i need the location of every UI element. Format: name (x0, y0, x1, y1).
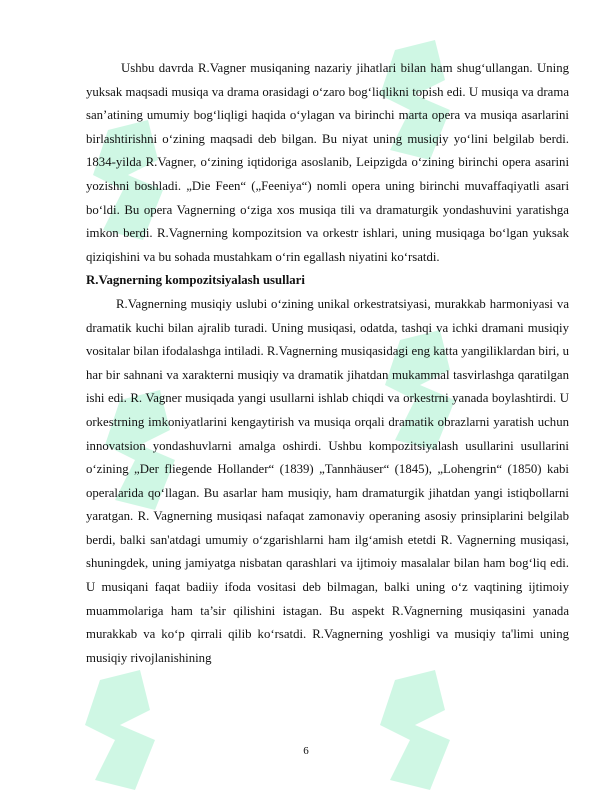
watermark-mark (375, 670, 465, 790)
section-heading: R.Vagnerning kompozitsiyalash usullari (86, 273, 305, 288)
watermark-mark (80, 670, 170, 790)
body-paragraph: R.Vagnerning musiqiy uslubi o‘zining unikal orkestratsiyasi, murakkab harmoniyasi va dramatik kuchi bilan ajralib turadi. Uning musiqasi, odatda, tashqi va ichki dramani musiqiy vositalar bilan ifodalashga intiladi. R.Vagnerning musiqasidagi eng katta yangiliklardan biri, u har bir sahnani va xarakterni musiqiy va dramatik jihatdan mukammal tasvirlashga qaratilgan ishi edi. R. Vagner musiqada yangi usullarni ishlab chiqdi va orkestrni yanada boylashtirdi. U orkestrning imkoniyatlarini kengaytirish va musiqa orqali dramatik obrazlarni yaratish uchun innovatsion yondashuvlarni amalga oshirdi. Ushbu kompozitsiyalash usullarini usullarini o‘zining „Der fliegende Hollander“ (1839) „Tannhäuser“ (1845), „Lohengrin“ (1850) kabi operalarida qo‘llagan. Bu asarlar ham musiqiy, ham dramaturgik jihatdan yangi istiqbollarni yaratgan. R. Vagnerning musiqasi nafaqat zamonaviy operaning asosiy prinsiplarini belgilab berdi, balki san'atdagi umumiy o‘zgarishlarni ham ilg‘amish etetdi R. Vagnerning musiqasi, shuningdek, uning jamiyatga nisbatan qarashlari va ijtimoiy masalalar bilan ham bog‘liq edi. U musiqani faqat badiiy ifoda vositasi deb bilmagan, balki uning o‘z vaqtining ijtimoiy muammolariga ham ta’sir qilishini istagan. Bu aspekt R.Vagnerning musiqasini yanada murakkab va ko‘p qirrali qilib ko‘rsatdi. R.Vagnerning yoshligi va musiqiy ta'limi uning musiqiy rivojlanishining (86, 296, 569, 665)
body-paragraph: Ushbu davrda R.Vagner musiqaning nazariy jihatlari bilan ham shug‘ullangan. Uning yuksak maqsadi musiqa va drama orasidagi o‘zaro bog‘liqlikni topish edi. U musiqa va drama san’atining umumiy bog‘liqligi haqida o‘ylagan va birinchi marta opera va musiqa asarlarini birlashtirishni o‘zining maqsadi deb bilgan. Bu niyat uning musiqiy yo‘lini belgilab berdi. 1834-yilda R.Vagner, o‘zining iqtidoriga asoslanib, Leipzigda o‘zining birinchi opera asarini yozishni boshladi. „Die Feen“ („Feeniya“) nomli opera uning birinchi muvaffaqiyatli asari bo‘ldi. Bu opera Vagnerning o‘ziga xos musiqa tili va dramaturgik yondashuvini yaratishga imkon berdi. R.Vagnerning kompozitsion va orkestr ishlari, uning musiqaga bo‘lgan yuksak qiziqishini va bu sohada mustahkam o‘rin egallash niyatini ko‘rsatdi. (86, 61, 569, 264)
document-body (86, 57, 569, 670)
page-number: 6 (303, 745, 309, 757)
